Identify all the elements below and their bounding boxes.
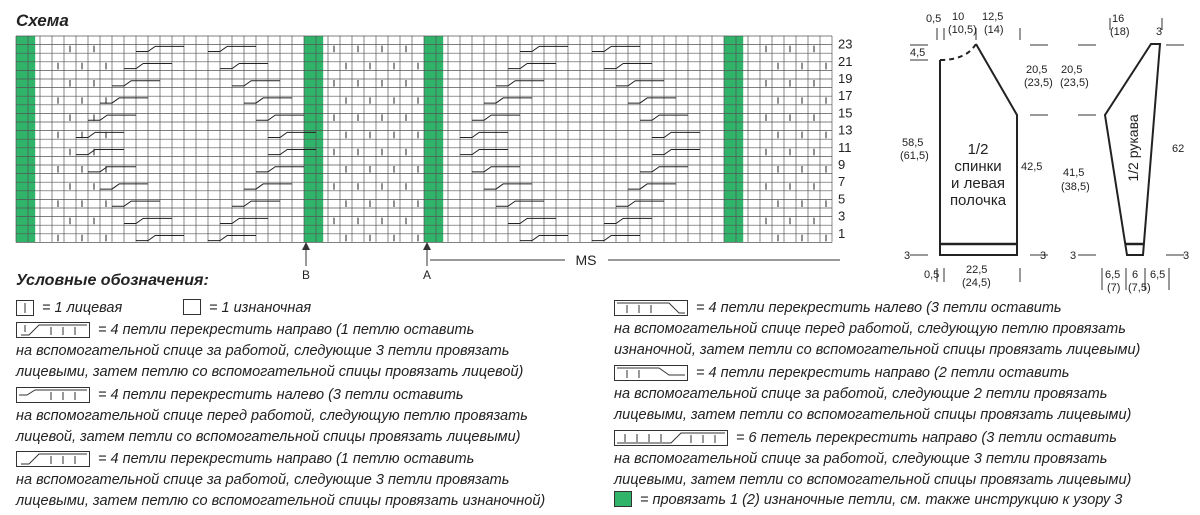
row-number: 1 xyxy=(838,225,846,241)
legend-text-line: на вспомогательной спице перед работой, следующую петлю провязать xyxy=(614,321,1126,337)
legend-text-line: лицевыми, затем петли со вспомогательной спицы провязать лицевыми) xyxy=(614,472,1132,488)
legend-text-line: = 4 петли перекрестить направо (1 петлю оставить xyxy=(98,451,475,467)
sleeve-label: 1/2 рукава xyxy=(1125,114,1141,182)
dim-bottom-width: 22,5 xyxy=(966,264,988,276)
ms-label: MS xyxy=(575,252,597,268)
legend-text-knit: = 1 лицевая xyxy=(42,300,123,316)
knitting-chart xyxy=(0,0,880,290)
dim-rib-right: 3 xyxy=(1040,250,1047,262)
legend-text-line: = 4 петли перекрестить налево (3 петли оставить xyxy=(696,300,1062,316)
legend-text-line: изнаночной, затем петли со вспомогательной спицы провязать лицевыми) xyxy=(614,342,1141,358)
legend-item-cable-left-3-1 xyxy=(16,385,528,448)
dim-bottom-05: 0,5 xyxy=(924,269,940,281)
cable-left-3-1-purl-icon xyxy=(614,300,688,316)
garment-schematic xyxy=(880,0,1200,300)
dim-armhole: 20,5 xyxy=(1026,64,1048,76)
dim-sleeve-bottom-a: 6,5 xyxy=(1105,269,1121,281)
legend-text-line: лицевыми, затем петлю со вспомогательной спицы провязать лицевой) xyxy=(16,364,524,380)
dim-sleeve-bottom-b: 6 xyxy=(1132,269,1139,281)
legend-item-cable-right-3-3 xyxy=(614,428,1131,491)
legend-text-line: на вспомогательной спице за работой, следующие 3 петли провязать xyxy=(16,343,510,359)
marker-a xyxy=(423,242,431,282)
dim-sleeve-bottom-a-alt: (7) xyxy=(1107,282,1121,294)
legend-item-cable-left-3-1-purl xyxy=(614,298,1140,361)
dim-sleeve-cap-alt: (23,5) xyxy=(1060,77,1089,89)
row-number: 7 xyxy=(838,174,846,190)
row-number: 11 xyxy=(838,139,852,155)
dim-total-height: 58,5 xyxy=(902,137,924,149)
chart-title: Схема xyxy=(16,11,69,30)
legend-text-line: = 4 петли перекрестить налево (3 петли оставить xyxy=(98,387,464,403)
legend-text-line: лицевой, затем петли со вспомогательной спицы провязать лицевыми) xyxy=(16,429,521,445)
legend-item-cable-right-2-2 xyxy=(614,363,1131,426)
dim-rib-left: 3 xyxy=(904,250,911,262)
dim-sleeve-bottom-c: 6,5 xyxy=(1150,269,1166,281)
row-number: 23 xyxy=(838,36,853,52)
cable-right-1-3-purl-icon xyxy=(16,451,90,467)
dim-total-height-alt: (61,5) xyxy=(900,150,929,162)
green-purl-symbol-icon xyxy=(614,491,632,507)
cable-left-3-1-icon xyxy=(16,387,90,403)
dim-sleeve-top: 16 xyxy=(1112,13,1125,25)
dim-shoulder-alt: (14) xyxy=(984,24,1004,36)
knit-symbol-icon xyxy=(16,300,34,316)
dim-neck-width: 10 xyxy=(952,11,965,23)
dim-sleeve-rib-left: 3 xyxy=(1070,250,1077,262)
body-label-4: полочка xyxy=(949,192,1007,209)
legend-text-line: лицевыми, затем петли со вспомогательной спицы провязать лицевыми) xyxy=(614,407,1132,423)
dim-sleeve-top-alt: (18) xyxy=(1110,26,1130,38)
legend-item-green-purl xyxy=(614,490,1122,511)
dim-sleeve-side: 41,5 xyxy=(1063,167,1085,179)
legend-text-line: = 6 петель перекрестить направо (3 петли оставить xyxy=(736,430,1117,446)
row-number: 3 xyxy=(838,208,846,224)
legend-text-line: лицевыми, затем петлю со вспомогательной спицы провязать изнаночной) xyxy=(16,493,546,509)
legend-text-purl: = 1 изнаночная xyxy=(209,300,312,316)
dim-side-height: 42,5 xyxy=(1021,161,1043,173)
dim-neck-depth: 4,5 xyxy=(910,47,926,59)
dim-shoulder: 12,5 xyxy=(982,11,1004,23)
marker-a-label: A xyxy=(422,268,432,282)
dim-armhole-alt: (23,5) xyxy=(1024,77,1053,89)
ms-marker xyxy=(430,252,840,268)
dim-neck-width-alt: (10,5) xyxy=(948,24,977,36)
legend-text-line: на вспомогательной спице за работой, следующие 2 петли провязать xyxy=(614,386,1108,402)
legend-title: Условные обозначения: xyxy=(16,272,209,289)
cable-right-3-3-icon xyxy=(614,430,728,446)
dim-sleeve-side-alt: (38,5) xyxy=(1061,181,1090,193)
dim-top-05: 0,5 xyxy=(926,13,942,25)
legend-text-line: = 4 петли перекрестить направо (2 петли оставить xyxy=(696,365,1070,381)
dim-bottom-width-alt: (24,5) xyxy=(962,277,991,289)
legend-item-cable-right-1-3-purl xyxy=(16,449,545,512)
cable-right-1-3-icon xyxy=(16,322,90,338)
row-number: 15 xyxy=(838,105,853,121)
row-number: 21 xyxy=(838,53,853,69)
dim-sleeve-cap: 20,5 xyxy=(1061,64,1083,76)
body-label-2: спинки xyxy=(954,158,1002,175)
legend-item-purl xyxy=(183,298,311,319)
dim-sleeve-length: 62 xyxy=(1172,143,1185,155)
dim-sleeve-top-3: 3 xyxy=(1156,26,1163,38)
body-label-3: и левая xyxy=(951,175,1005,192)
legend-text-line: на вспомогательной спице за работой, следующие 3 петли провязать xyxy=(16,472,510,488)
legend-text-line: на вспомогательной спице за работой, следующие 3 петли провязать xyxy=(614,451,1108,467)
legend-text-line: на вспомогательной спице перед работой, следующую петлю провязать xyxy=(16,408,528,424)
legend-text-line: = 4 петли перекрестить направо (1 петлю оставить xyxy=(98,322,475,338)
dim-sleeve-rib-right: 3 xyxy=(1183,250,1190,262)
row-number: 13 xyxy=(838,122,853,138)
legend-item-knit xyxy=(16,298,122,319)
marker-b xyxy=(302,242,310,282)
row-number: 17 xyxy=(838,88,853,104)
dim-sleeve-bottom-b-alt: (7,5) xyxy=(1128,282,1151,294)
purl-symbol-icon xyxy=(183,299,201,315)
row-number: 5 xyxy=(838,191,846,207)
marker-b-label: B xyxy=(301,268,311,282)
row-number: 19 xyxy=(838,71,853,86)
cable-right-2-2-icon xyxy=(614,365,688,381)
legend-text-line: = провязать 1 (2) изнаночные петли, см. также инструкцию к узору 3 xyxy=(640,492,1123,508)
row-number: 9 xyxy=(838,157,846,172)
neck-curve xyxy=(940,44,976,60)
legend-item-cable-right-1-3 xyxy=(16,320,523,383)
body-label-1: 1/2 xyxy=(967,141,989,158)
